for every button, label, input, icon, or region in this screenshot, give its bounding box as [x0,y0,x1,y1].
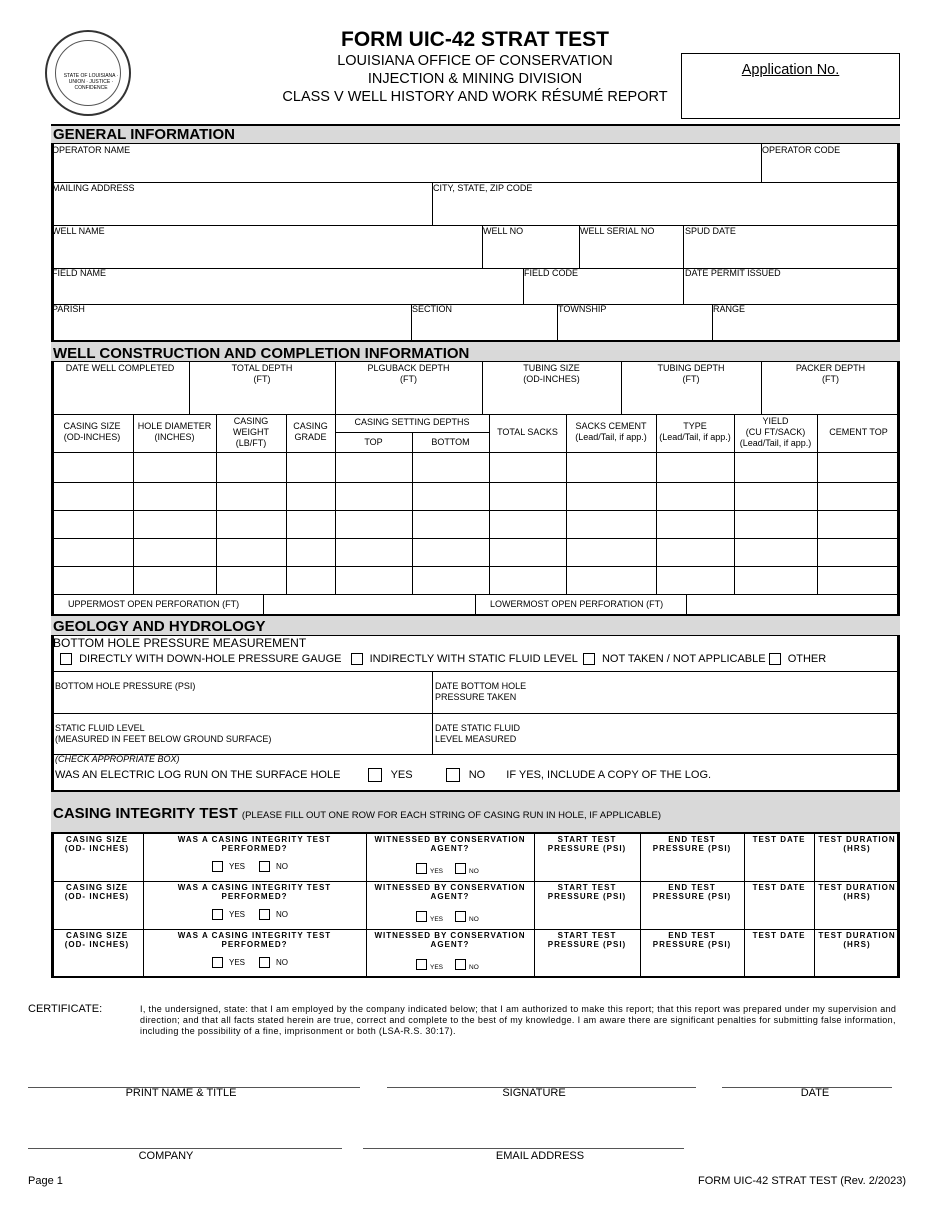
static-fluid-label: STATIC FLUID LEVEL (MEASURED IN FEET BELOW GROUND SURFACE) [55,723,272,744]
elog-note: IF YES, INCLUDE A COPY OF THE LOG. [506,769,712,781]
casing-table-cell[interactable] [336,539,411,565]
city-state-zip-label: CITY, STATE, ZIP CODE [433,183,533,193]
mailing-address-label: MAILING ADDRESS [52,183,135,193]
cit-performed-header: WAS A CASING INTEGRITY TEST PERFORMED? [177,835,332,853]
certificate-text: I, the undersigned, state: that I am employed by the company indicated below; that I am authorized to make this report; that this report was prepared under my supervision and direction; and that all facts stated herein are true, correct and complete to the best of my knowledge. I am aware there are significant penalties for submitting false information, including the possibility of a fine, imprisonment or both (LSA-R.S. 30:17). [140,1004,897,1036]
casing-grade-header: CASING GRADE [293,421,328,442]
cit-no-label: NO [276,861,289,871]
well-serial-no-label: WELL SERIAL NO [580,226,655,236]
casing-table-cell[interactable] [735,567,816,593]
cit-no-label: NO [469,867,479,875]
date-bhp-field[interactable] [500,681,897,711]
cit-no-label: NO [276,957,289,967]
company-label: COMPANY [138,1150,194,1162]
casing-table-cell[interactable] [567,511,655,537]
date-bhp-label: DATE BOTTOM HOLE PRESSURE TAKEN [435,681,527,702]
bottom-header: BOTTOM [431,437,470,447]
cit-no-label: NO [469,915,479,923]
field-code-field[interactable] [525,280,681,302]
date-well-completed-label: DATE WELL COMPLETED [65,363,175,373]
uppermost-perforation-field[interactable] [265,595,473,613]
report-name: CLASS V WELL HISTORY AND WORK RÉSUMÉ REPORT [282,89,668,105]
cit-end-pressure-header: END TEST PRESSURE (PSI) [652,883,732,901]
casing-table-cell[interactable] [52,567,132,593]
operator-name-field[interactable] [53,156,759,180]
cit-casing-size-field[interactable] [52,951,142,975]
cit-casing-size-field[interactable] [52,855,142,879]
lowermost-perforation-field[interactable] [688,595,897,613]
type-header: TYPE (Lead/Tail, if app.) [659,421,731,442]
casing-table-cell[interactable] [567,567,655,593]
cit-test-date-field[interactable] [745,951,813,975]
cit-yes-label: YES [430,867,444,875]
casing-table-cell[interactable] [413,567,488,593]
bhp-method-options [60,653,826,665]
casing-table-cell[interactable] [818,567,899,593]
option-other-checkbox[interactable] [769,653,781,665]
cit-start-pressure-header: START TEST PRESSURE (PSI) [547,835,627,853]
option-other-label: OTHER [787,653,827,665]
date-permit-issued-field[interactable] [685,280,897,302]
section-well-construction: WELL CONSTRUCTION AND COMPLETION INFORMATION [51,340,900,362]
form-revision: FORM UIC-42 STRAT TEST (Rev. 2/2023) [698,1175,907,1187]
casing-table-cell[interactable] [735,483,816,509]
sacks-cement-header: SACKS CEMENT (Lead/Tail, if app.) [575,421,647,442]
certificate-label: CERTIFICATE: [28,1003,103,1015]
casing-table-cell[interactable] [657,453,733,481]
casing-table-cell[interactable] [735,511,816,537]
email-label: EMAIL ADDRESS [495,1150,585,1162]
casing-table-cell[interactable] [490,539,565,565]
cit-witnessed-yes-checkbox[interactable] [416,959,427,970]
operator-code-field[interactable] [763,156,897,180]
elog-no-label: NO [468,769,486,781]
cit-witnessed-header: WITNESSED BY CONSERVATION AGENT? [374,931,526,949]
page-number: Page 1 [28,1175,63,1187]
cit-witnessed-yes-checkbox[interactable] [416,911,427,922]
cit-witnessed-no-checkbox[interactable] [455,959,466,970]
cit-performed-header: WAS A CASING INTEGRITY TEST PERFORMED? [177,931,332,949]
casing-table-cell[interactable] [490,453,565,481]
spud-date-field[interactable] [685,238,897,266]
casing-table-cell[interactable] [287,567,334,593]
cit-test-date-header: TEST DATE [752,835,806,844]
casing-setting-depths-header: CASING SETTING DEPTHS [354,417,470,427]
cit-start-pressure-header: START TEST PRESSURE (PSI) [547,883,627,901]
casing-table-cell[interactable] [490,511,565,537]
cit-end-pressure-header: END TEST PRESSURE (PSI) [652,931,732,949]
cit-duration-header: TEST DURATION (HRS) [818,931,896,949]
cit-witnessed-no-checkbox[interactable] [455,863,466,874]
cit-witnessed-yes-checkbox[interactable] [416,863,427,874]
section-geology-hydrology: GEOLOGY AND HYDROLOGY [51,614,900,636]
cit-performed-options [212,957,302,968]
casing-table-cell[interactable] [287,511,334,537]
division-name: INJECTION & MINING DIVISION [367,71,583,87]
print-name-label: PRINT NAME & TITLE [125,1087,237,1099]
casing-table-cell[interactable] [52,483,132,509]
cement-top-header: CEMENT TOP [829,427,888,437]
option-indirect-checkbox[interactable] [351,653,363,665]
field-name-field[interactable] [53,280,521,302]
elog-yes-checkbox[interactable] [368,768,382,782]
cit-no-label: NO [276,909,289,919]
well-no-field[interactable] [484,238,577,266]
operator-name-label: OPERATOR NAME [52,145,131,155]
cit-performed-options [212,909,302,920]
yield-header: YIELD (CU FT/SACK) (Lead/Tail, if app.) [739,416,812,448]
cit-end-pressure-header: END TEST PRESSURE (PSI) [652,835,732,853]
cit-yes-label: YES [229,957,246,967]
cit-duration-field[interactable] [815,903,899,927]
well-name-label: WELL NAME [52,226,105,236]
well-serial-no-field[interactable] [581,238,681,266]
casing-table-cell[interactable] [287,483,334,509]
casing-table-cell[interactable] [134,567,215,593]
casing-table-cell[interactable] [735,453,816,481]
casing-table-cell[interactable] [818,483,899,509]
cit-test-date-header: TEST DATE [752,883,806,892]
date-permit-issued-label: DATE PERMIT ISSUED [685,268,781,278]
casing-table-cell[interactable] [217,511,285,537]
form-title: FORM UIC-42 STRAT TEST [341,28,609,51]
township-label: TOWNSHIP [558,304,607,314]
cit-performed-no-checkbox[interactable] [259,861,270,872]
casing-table-cell[interactable] [657,567,733,593]
cit-witnessed-header: WITNESSED BY CONSERVATION AGENT? [374,883,526,901]
electric-log-question: WAS AN ELECTRIC LOG RUN ON THE SURFACE HOLE [55,769,341,781]
cit-witnessed-no-checkbox[interactable] [455,911,466,922]
range-field[interactable] [714,316,897,338]
section-field[interactable] [413,316,555,338]
casing-table-cell[interactable] [217,539,285,565]
casing-table-cell[interactable] [217,453,285,481]
date-static-fluid-field[interactable] [530,716,897,752]
cit-end-pressure-field[interactable] [641,903,743,927]
casing-table-cell[interactable] [52,511,132,537]
casing-table-cell[interactable] [336,511,411,537]
cit-performed-no-checkbox[interactable] [259,909,270,920]
cit-casing-size-header: CASING SIZE (OD- INCHES) [64,883,130,901]
casing-table-cell[interactable] [413,483,488,509]
seal-lettering: STATE OF LOUISIANA · UNION · JUSTICE · CONFIDENCE [63,73,119,91]
casing-table-cell[interactable] [657,483,733,509]
cit-no-label: NO [469,963,479,971]
mailing-address-field[interactable] [53,195,430,223]
packer-depth-label: PACKER DEPTH (FT) [795,363,866,384]
plugback-depth-label: PLGUBACK DEPTH (FT) [367,363,450,384]
casing-table-cell[interactable] [217,567,285,593]
well-name-field[interactable] [53,238,480,266]
cit-test-date-header: TEST DATE [752,931,806,940]
section-label: SECTION [412,304,453,314]
parish-label: PARISH [52,304,85,314]
casing-table-cell[interactable] [287,453,334,481]
cit-witnessed-options [416,863,491,875]
check-box-note: (CHECK APPROPRIATE BOX) [55,754,180,764]
casing-table-cell[interactable] [52,453,132,481]
city-state-zip-field[interactable] [434,195,897,223]
casing-table-cell[interactable] [818,511,899,537]
cit-test-date-field[interactable] [745,855,813,879]
company-line[interactable] [28,1148,342,1149]
casing-table-cell[interactable] [567,453,655,481]
casing-table-cell[interactable] [413,511,488,537]
bhp-field[interactable] [53,694,430,712]
electric-log-row [55,768,711,782]
total-sacks-header: TOTAL SACKS [497,427,558,437]
casing-table-cell[interactable] [336,453,411,481]
lowermost-perforation-label: LOWERMOST OPEN PERFORATION (FT) [490,599,664,609]
cit-witnessed-options [416,959,491,971]
cit-heading: CASING INTEGRITY TEST [53,805,238,822]
agency-name: LOUISIANA OFFICE OF CONSERVATION [337,53,613,69]
parish-field[interactable] [53,316,409,338]
date-static-fluid-label: DATE STATIC FLUID LEVEL MEASURED [435,723,521,744]
cit-performed-yes-checkbox[interactable] [212,957,223,968]
cit-casing-size-field[interactable] [52,903,142,927]
cit-performed-no-checkbox[interactable] [259,957,270,968]
cit-witnessed-options [416,911,491,923]
field-code-label: FIELD CODE [524,268,579,278]
cit-yes-label: YES [229,909,246,919]
cit-duration-field[interactable] [815,855,899,879]
elog-no-checkbox[interactable] [446,768,460,782]
elog-yes-label: YES [390,769,413,781]
option-direct-label: DIRECTLY WITH DOWN-HOLE PRESSURE GAUGE [79,653,342,665]
static-fluid-field[interactable] [300,716,430,752]
application-number-box[interactable] [681,53,900,119]
casing-table-cell[interactable] [287,539,334,565]
option-direct-checkbox[interactable] [60,653,72,665]
range-label: RANGE [713,304,746,314]
casing-size-header: CASING SIZE (OD-INCHES) [63,421,121,442]
casing-table-cell[interactable] [217,483,285,509]
cit-end-pressure-field[interactable] [641,951,743,975]
cit-yes-label: YES [229,861,246,871]
field-name-label: FIELD NAME [52,268,107,278]
casing-table-cell[interactable] [336,483,411,509]
option-not-taken-checkbox[interactable] [583,653,595,665]
casing-table-cell[interactable] [735,539,816,565]
cit-performed-header: WAS A CASING INTEGRITY TEST PERFORMED? [177,883,332,901]
cit-yes-label: YES [430,915,444,923]
casing-weight-header: CASING WEIGHT (LB/FT) [233,416,269,448]
bhp-measurement-title: BOTTOM HOLE PRESSURE MEASUREMENT [53,636,307,650]
casing-table-cell[interactable] [818,539,899,565]
casing-table-cell[interactable] [134,483,215,509]
application-number-label: Application No. [741,62,840,78]
casing-table-cell[interactable] [52,539,132,565]
tubing-size-label: TUBING SIZE (OD-INCHES) [523,363,580,384]
bhp-label: BOTTOM HOLE PRESSURE (PSI) [55,681,196,691]
section-general-information: GENERAL INFORMATION [51,124,900,144]
cit-casing-size-header: CASING SIZE (OD- INCHES) [64,835,130,853]
option-indirect-label: INDIRECTLY WITH STATIC FLUID LEVEL [369,653,578,665]
operator-code-label: OPERATOR CODE [762,145,841,155]
hole-diameter-header: HOLE DIAMETER (INCHES) [137,421,212,442]
casing-table-cell[interactable] [413,539,488,565]
cit-start-pressure-field[interactable] [535,903,639,927]
cit-test-date-field[interactable] [745,903,813,927]
casing-table-cell[interactable] [657,511,733,537]
spud-date-label: SPUD DATE [685,226,736,236]
cit-casing-size-header: CASING SIZE (OD- INCHES) [64,931,130,949]
date-label: DATE [800,1087,830,1099]
township-field[interactable] [559,316,710,338]
state-seal-logo [45,30,131,116]
casing-table-cell[interactable] [490,483,565,509]
cit-start-pressure-field[interactable] [535,855,639,879]
cit-performed-options [212,861,302,872]
uppermost-perforation-label: UPPERMOST OPEN PERFORATION (FT) [68,599,240,609]
casing-table-cell[interactable] [567,539,655,565]
casing-table-cell[interactable] [818,453,899,481]
cit-duration-header: TEST DURATION (HRS) [818,835,896,853]
total-depth-label: TOTAL DEPTH (FT) [231,363,293,384]
email-line[interactable] [363,1148,684,1149]
casing-table-cell[interactable] [336,567,411,593]
well-no-label: WELL NO [483,226,524,236]
cit-yes-label: YES [430,963,444,971]
casing-table-cell[interactable] [490,567,565,593]
casing-table-cell[interactable] [134,511,215,537]
casing-table-cell[interactable] [657,539,733,565]
tubing-depth-label: TUBING DEPTH (FT) [657,363,725,384]
cit-duration-field[interactable] [815,951,899,975]
casing-table-cell[interactable] [567,483,655,509]
cit-start-pressure-header: START TEST PRESSURE (PSI) [547,931,627,949]
cit-performed-yes-checkbox[interactable] [212,909,223,920]
cit-witnessed-header: WITNESSED BY CONSERVATION AGENT? [374,835,526,853]
casing-table-cell[interactable] [134,453,215,481]
cit-duration-header: TEST DURATION (HRS) [818,883,896,901]
cit-start-pressure-field[interactable] [535,951,639,975]
section-casing-integrity-test [51,790,900,833]
top-header: TOP [364,437,383,447]
option-not-taken-label: NOT TAKEN / NOT APPLICABLE [601,653,766,665]
cit-note: (PLEASE FILL OUT ONE ROW FOR EACH STRING OF CASING RUN IN HOLE, IF APPLICABLE) [241,810,662,821]
cit-end-pressure-field[interactable] [641,855,743,879]
cit-performed-yes-checkbox[interactable] [212,861,223,872]
signature-label: SIGNATURE [502,1087,566,1099]
casing-table-cell[interactable] [134,539,215,565]
casing-table-cell[interactable] [413,453,488,481]
